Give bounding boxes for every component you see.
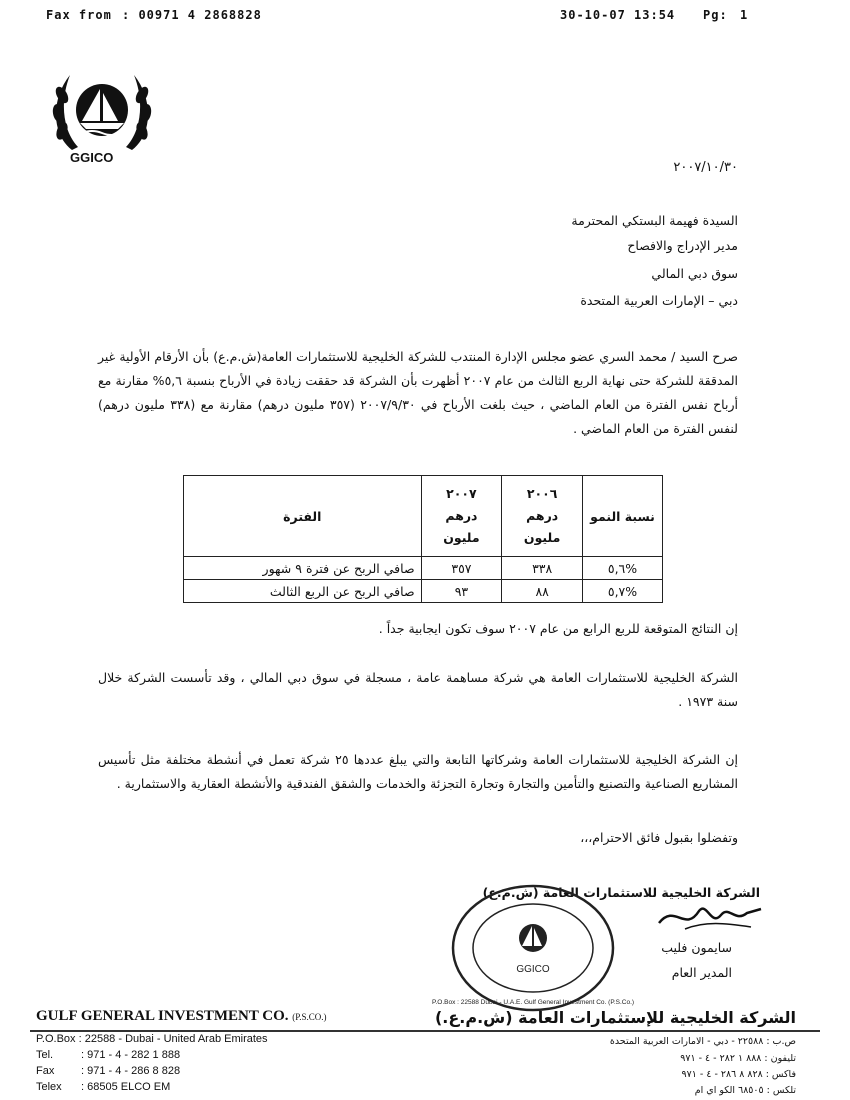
footer-en-suffix: (P.S.CO.) xyxy=(292,1012,327,1022)
logo-text: GGICO xyxy=(70,150,114,165)
footer-address-en xyxy=(36,1033,268,1045)
header-2007-year: ٢٠٠٧ xyxy=(446,486,477,501)
header-period: الفترة xyxy=(184,476,422,557)
fax-page-label: Pg: xyxy=(703,8,728,22)
footer-fax-key: Fax xyxy=(36,1065,55,1077)
footer-tel-value: : 971 - 4 - 282 1 888 xyxy=(81,1049,181,1061)
fax-from-number: : 00971 4 2868828 xyxy=(122,8,262,22)
stamp-ring-text: P.O.Box : 22588 Dubai - U.A.E. Gulf General Investment Co. (P.S.Co.) xyxy=(431,999,635,1006)
header-2006-currency: درهم xyxy=(526,508,559,523)
footer-tel-en xyxy=(36,1049,180,1061)
cell-period: صافي الربح عن الربع الثالث xyxy=(184,580,422,603)
footer-tel-ar: تليفون : ٨٨٨ ١ ٢٨٢ - ٤ - ٩٧١ xyxy=(680,1053,796,1064)
subsidiaries-paragraph: إن الشركة الخليجية للاستثمارات العامة وشركاتها التابعة والتي يبلغ عددها ٢٥ شركة تعمل في أنشطة مختلفة مثل تأسيس المشاريع الصناعية والتصنيع والتأمين والتجارة وتجارة التجزئة والخدمات والشقق الفندقية والأنشطة العقارية والاستثمارية . xyxy=(98,752,738,791)
cell-2006: ٨٨ xyxy=(502,580,583,603)
recipient-title: مدير الإدراج والافصاح xyxy=(627,238,738,253)
footer-fax-value: : 971 - 4 - 286 8 828 xyxy=(81,1065,181,1077)
header-2007-currency: درهم xyxy=(445,508,478,523)
stamp-center-text: GGICO xyxy=(516,964,550,975)
footer-en-name-text: GULF GENERAL INVESTMENT CO. xyxy=(36,1008,289,1024)
cell-2007: ٩٣ xyxy=(421,580,502,603)
footer-company-name-ar: الشركة الخليجية للإستثمارات العامة (ش.م.ع.) xyxy=(434,1008,796,1027)
header-2006-unit: مليون xyxy=(523,530,561,545)
fax-page-number: 1 xyxy=(740,8,749,22)
signatory-title: المدير العام xyxy=(671,965,732,980)
footer-fax-en xyxy=(36,1065,180,1077)
company-profile-paragraph: الشركة الخليجية للاستثمارات العامة هي شركة مساهمة عامة ، مسجلة في سوق دبي المالي ، وقد تأسست الشركة خلال سنة ١٩٧٣ . xyxy=(98,670,738,709)
signature-company: الشركة الخليجية للاستثمارات العامة (ش.م.ع) xyxy=(482,885,760,900)
footer-telex-ar: تلكس : ٦٨٥٠٥ الكو اي ام xyxy=(694,1085,796,1096)
announcement-paragraph: صرح السيد / محمد السري عضو مجلس الإدارة المنتدب للشركة الخليجية للاستثمارات العامة(ش.م.ع) بأن الأرقام الأولية غير المدققة للشركة حتى نهاية الربع الثالث من عام ٢٠٠٧ أظهرت بأن الشركة قد حققت زيادة في الأرباح بنسبة ٥,٦% مقارنة مع أرباح نفس الفترة من العام الماضي ، حيث بلغت الأرباح في ٢٠٠٧/٩/٣٠ (٣٥٧ مليون درهم) مقارنة مع (٣٣٨ مليون درهم) لنفس الفترة من العام الماضي . xyxy=(98,349,739,436)
header-2006-year: ٢٠٠٦ xyxy=(526,486,558,501)
footer-pobox-ar: ص.ب : ٢٢٥٨٨ - دبي - الامارات العربية المتحدة xyxy=(609,1036,796,1047)
header-growth: نسبة النمو xyxy=(583,476,663,557)
footer-telex-value: : 68505 ELCO EM xyxy=(81,1081,171,1093)
fax-header xyxy=(0,8,850,28)
footer-company-name-en xyxy=(36,1008,327,1025)
cell-2006: ٣٣٨ xyxy=(502,557,583,580)
table-row xyxy=(184,580,663,603)
signatory-name: سايمون فليب xyxy=(661,940,732,955)
cell-growth: %٥,٧ xyxy=(583,580,663,603)
fax-datetime: 30-10-07 13:54 xyxy=(560,8,676,22)
recipient-location: دبي – الإمارات العربية المتحدة xyxy=(580,293,738,308)
cell-growth: %٥,٦ xyxy=(583,557,663,580)
header-2007 xyxy=(421,476,502,557)
cell-2007: ٣٥٧ xyxy=(421,557,502,580)
recipient-organization: سوق دبي المالي xyxy=(651,266,738,281)
outlook-paragraph: إن النتائج المتوقعة للربع الرابع من عام ٢٠٠٧ سوف تكون ايجابية جداً . xyxy=(378,621,738,636)
table-row xyxy=(184,557,663,580)
letter-date: ٢٠٠٧/١٠/٣٠ xyxy=(673,160,738,175)
footer-divider xyxy=(30,1030,820,1032)
closing-line: وتفضلوا بقبول فائق الاحترام،،، xyxy=(580,830,738,845)
footer-telex-key: Telex xyxy=(36,1081,62,1093)
header-2007-unit: مليون xyxy=(443,530,480,545)
footer-tel-key: Tel. xyxy=(36,1049,54,1061)
footer-fax-ar: فاكس : ٨٢٨ ٨ ٢٨٦ - ٤ - ٩٧١ xyxy=(681,1069,796,1080)
recipient-name: السيدة فهيمة البستكي المحترمة xyxy=(571,213,738,228)
profit-table xyxy=(183,475,663,603)
header-2006 xyxy=(502,476,583,557)
footer-pobox-en: P.O.Box : 22588 - Dubai - United Arab Emirates xyxy=(36,1033,268,1045)
footer-telex-en xyxy=(36,1081,170,1093)
table-header-row xyxy=(184,476,663,557)
fax-from-label: Fax from xyxy=(46,8,112,22)
cell-period: صافي الربح عن فترة ٩ شهور xyxy=(184,557,422,580)
handwritten-signature xyxy=(655,893,765,938)
